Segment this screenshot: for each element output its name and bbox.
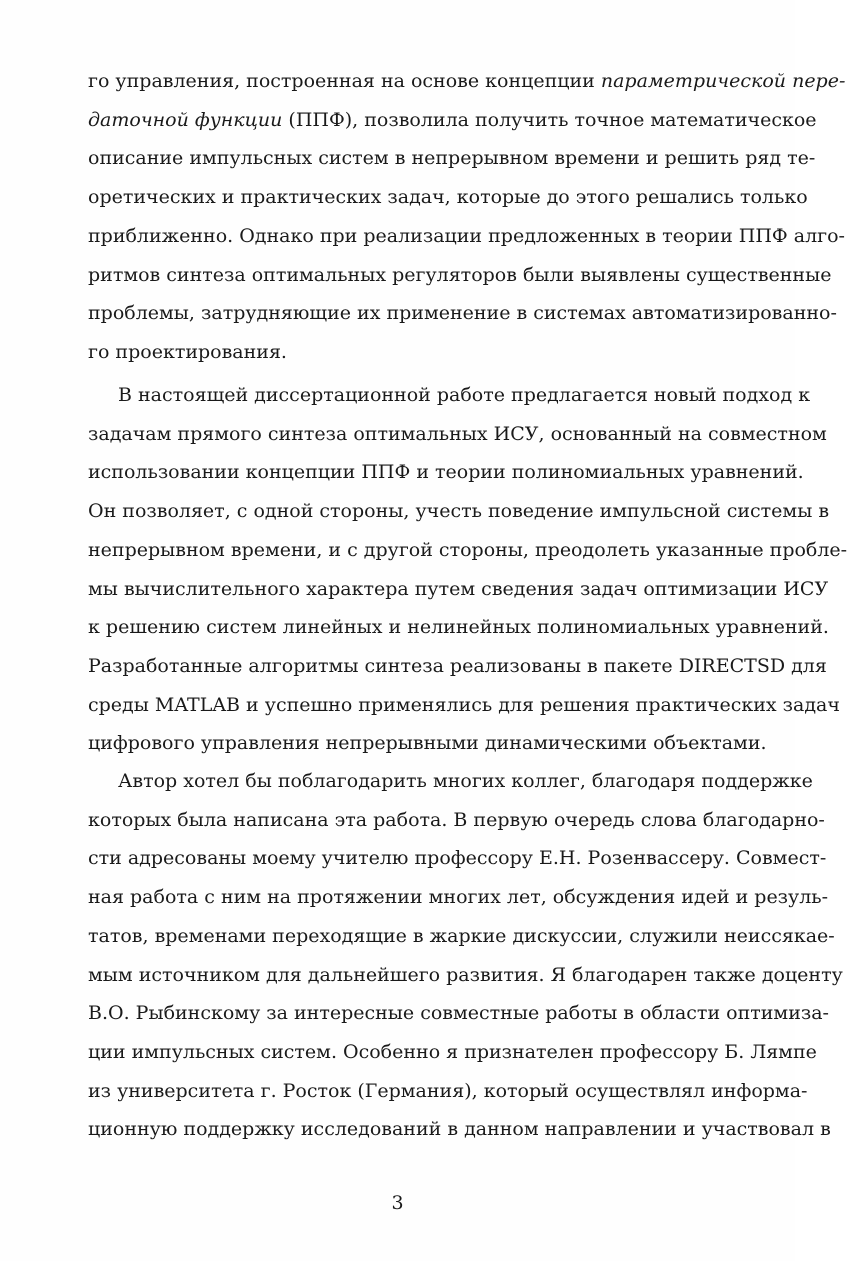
text-segment: мым источником для дальнейшего развития. Я благодарен также доценту xyxy=(88,963,843,986)
text-line xyxy=(88,498,830,524)
text-line xyxy=(88,730,767,756)
text-line xyxy=(88,807,825,833)
text-line xyxy=(88,421,827,447)
text-segment: Автор хотел бы поблагодарить многих коллег, благодаря поддержке xyxy=(118,770,813,792)
text-segment: ная работа с ним на протяжении многих лет, обсуждения идей и резуль- xyxy=(88,886,829,909)
text-line xyxy=(88,107,817,133)
text-line xyxy=(88,1116,831,1142)
text-segment: которых была написана эта работа. В первую очередь слова благодарно- xyxy=(88,808,825,831)
text-line xyxy=(88,576,829,602)
text-line xyxy=(88,692,840,718)
text-line xyxy=(88,653,827,679)
text-segment: ционную поддержку исследований в данном направлении и участвовал в xyxy=(88,1118,831,1141)
text-segment: ции импульсных систем. Особенно я признателен профессору Б. Лямпе xyxy=(88,1040,817,1063)
text-segment: приближенно. Однако при реализации предложенных в теории ППФ алго- xyxy=(88,224,845,247)
text-segment: задачам прямого синтеза оптимальных ИСУ, основанный на совместном xyxy=(88,422,827,445)
text-line xyxy=(88,884,829,910)
text-line xyxy=(88,614,829,640)
text-segment: оретических и практических задач, которые до этого решались только xyxy=(88,186,808,209)
text-line xyxy=(88,145,816,171)
text-segment: проблемы, затрудняющие их применение в системах автоматизированно- xyxy=(88,302,837,325)
text-line xyxy=(88,68,846,94)
text-segment: цифрового управления непрерывными динамическими объектами. xyxy=(88,732,767,755)
text-segment: ритмов синтеза оптимальных регуляторов были выявлены существенные xyxy=(88,263,832,286)
text-line xyxy=(88,1078,808,1104)
text-segment: Разработанные алгоритмы синтеза реализованы в пакете DIRECTSD для xyxy=(88,654,827,677)
text-line xyxy=(88,923,835,949)
text-line xyxy=(88,537,847,563)
italic-term: параметрической пере- xyxy=(600,70,846,92)
text-segment: сти адресованы моему учителю профессору Е.Н. Розенвассеру. Совмест- xyxy=(88,847,827,870)
page-number: 3 xyxy=(391,1192,404,1214)
italic-term: даточной функции xyxy=(88,108,283,131)
text-segment: описание импульсных систем в непрерывном времени и решить ряд те- xyxy=(88,147,816,170)
text-line xyxy=(88,768,813,794)
text-segment: татов, временами переходящие в жаркие дискуссии, служили неиссякае- xyxy=(88,924,835,947)
text-segment: (ППФ), позволила получить точное математическое xyxy=(282,108,817,131)
text-segment: из университета г. Росток (Германия), который осуществлял информа- xyxy=(88,1079,808,1102)
text-line xyxy=(88,845,827,871)
text-segment: Он позволяет, с одной стороны, учесть поведение импульсной системы в xyxy=(88,500,830,523)
text-line xyxy=(88,339,744,365)
text-segment: использовании концепции ППФ и теории полиномиальных уравнений. xyxy=(88,461,804,484)
text-segment: непрерывном времени, и с другой стороны, преодолеть указанные пробле- xyxy=(88,538,847,561)
text-segment: В.О. Рыбинскому за интересные совместные работы в области оптимиза- xyxy=(88,1002,829,1025)
text-line xyxy=(88,1039,817,1065)
text-segment: го проектирования. xyxy=(88,340,287,363)
text-segment: го управления, построенная на основе концепции xyxy=(88,70,601,92)
text-line xyxy=(88,382,811,408)
text-line xyxy=(88,184,808,210)
text-line xyxy=(88,300,837,326)
text-line xyxy=(88,459,804,485)
text-segment: В настоящей диссертационной работе предлагается новый подход к xyxy=(118,384,811,406)
text-segment: к решению систем линейных и нелинейных полиномиальных уравнений. xyxy=(88,616,829,639)
text-line xyxy=(88,1000,829,1026)
text-line xyxy=(88,962,843,988)
text-segment: среды MATLAB и успешно применялись для решения практических задач xyxy=(88,693,840,716)
text-line xyxy=(88,223,845,249)
text-line xyxy=(88,262,832,288)
text-segment: мы вычислительного характера путем сведения задач оптимизации ИСУ xyxy=(88,577,829,600)
